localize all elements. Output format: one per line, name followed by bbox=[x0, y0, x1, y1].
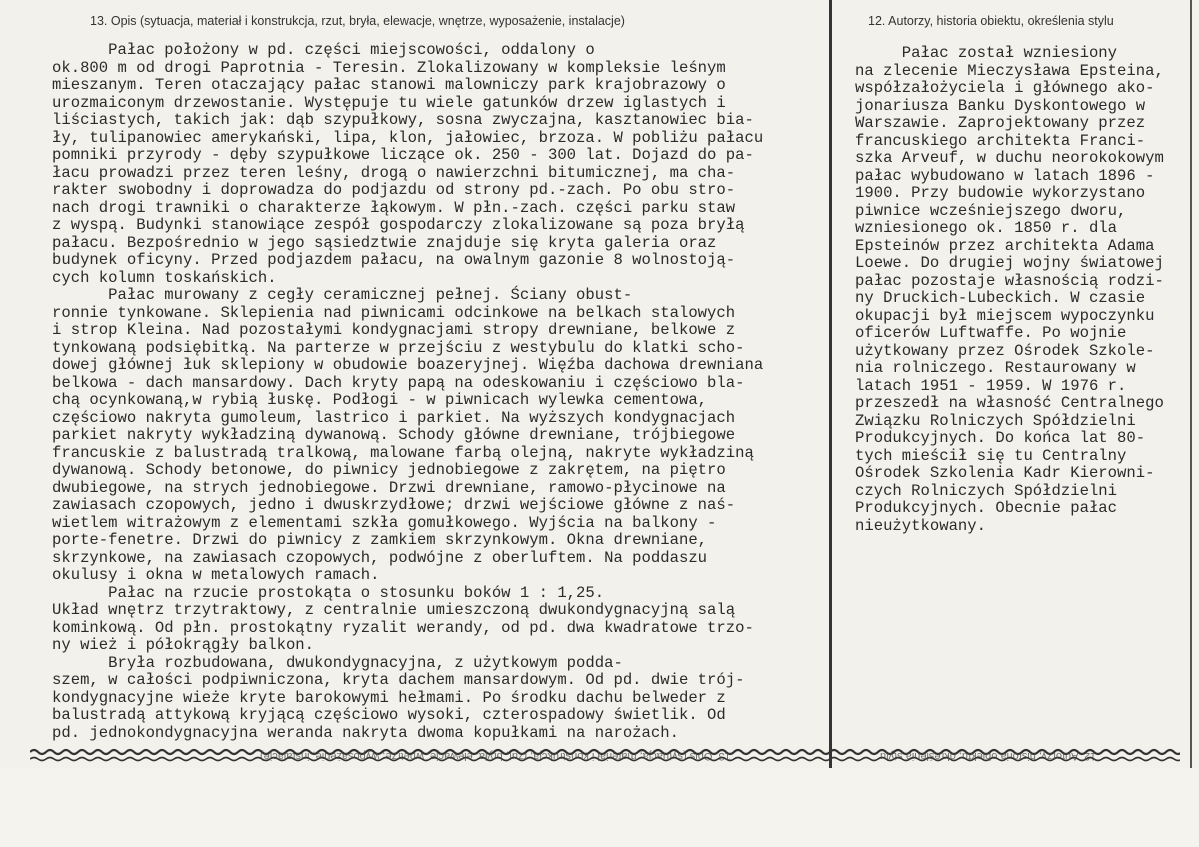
text-line: ny wież i półokrągły balkon. bbox=[52, 636, 315, 654]
history-text bbox=[855, 45, 1197, 535]
mirrored-section-12-header: 12. Autorzy, historia obiektu, określenia stylu bbox=[880, 750, 1097, 762]
section-13-header: 13. Opis (sytuacja, materiał i konstrukcja, rzut, bryła, elewacje, wnętrze, wyposażenie, instalacje) bbox=[90, 14, 625, 28]
text-line: skrzynkowe, na zawiasach czopowych, podwójne z oberluftem. Na poddaszu bbox=[52, 548, 708, 567]
text-line: szka Arveuf, w duchu neorokokowym bbox=[855, 149, 1164, 167]
text-line: pałacu. Bezpośrednio w jego sąsiedztwie znajduje się kryta galeria oraz bbox=[52, 233, 717, 252]
text-line: urozmaiconym drzewostanie. Występuje tu wiele gatunków drzew iglastych i bbox=[52, 93, 726, 112]
text-line: Loewe. Do drugiej wojny światowej bbox=[855, 254, 1164, 272]
text-line: cych kolumn toskańskich. bbox=[52, 268, 277, 287]
text-line: na zlecenie Mieczysława Epsteina, bbox=[855, 61, 1164, 80]
text-line: ronnie tynkowane. Sklepienia nad piwnicami odcinkowe na belkach stalowych bbox=[52, 303, 736, 322]
text-line: kondygnacyjne wieże kryte barokowymi hełmami. Po środku dachu belweder z bbox=[52, 688, 726, 707]
text-line: dowej głównej łuk sklepiony w obudowie boazeryjnej. Więźba dachowa drewniana bbox=[52, 356, 764, 374]
text-line: czych Rolniczych Spółdzielni bbox=[855, 481, 1118, 500]
text-line: oficerów Luftwaffe. Po wojnie bbox=[855, 324, 1127, 342]
text-line: Pałac murowany z cegły ceramicznej pełnej. Ściany obust- bbox=[52, 286, 633, 304]
text-line: parkiet nakryty wykładziną dywanową. Schody główne drewniane, trójbiegowe bbox=[52, 426, 736, 444]
text-line: liściastych, takich jak: dąb szypułkowy, sosna zwyczajna, kasztanowiec bia- bbox=[52, 111, 754, 129]
text-line: Pałac na rzucie prostokąta o stosunku boków 1 : 1,25. bbox=[52, 583, 605, 602]
text-line: Bryła rozbudowana, dwukondygnacyjna, z użytkowym podda- bbox=[52, 653, 623, 672]
text-line: zawiasach czopowych, jedno i dwuskrzydłowe; drzwi wejściowe główne z naś- bbox=[52, 496, 736, 514]
text-line: tych mieścił się tu Centralny bbox=[855, 446, 1127, 465]
text-line: francuskiego architekta Franci- bbox=[855, 131, 1146, 150]
text-line: dywanową. Schody betonowe, do piwnicy jednobiegowe z zakrętem, na piętro bbox=[52, 461, 726, 479]
text-line: 1900. Przy budowie wykorzystano bbox=[855, 184, 1146, 202]
text-line: szem, w całości podpiwniczona, kryta dachem mansardowym. Od pd. dwie trój- bbox=[52, 671, 745, 689]
text-line: Związku Rolniczych Spółdzielni bbox=[855, 411, 1136, 430]
text-line: nach drogi trawniki o charakterze łąkowym. W płn.-zach. części parku staw bbox=[52, 198, 736, 217]
text-line: i strop Kleina. Nad pozostałymi kondygnacjami stropy drewniane, belkowe z bbox=[52, 321, 736, 339]
text-line: jonariusza Banku Dyskontowego w bbox=[855, 96, 1146, 115]
text-line: częściowo nakryta gumoleum, lastrico i parkiet. Na wyższych kondygnacjach bbox=[52, 408, 736, 427]
text-line: ok.800 m od drogi Paprotnia - Teresin. Zlokalizowany w kompleksie leśnym bbox=[52, 58, 726, 77]
text-line: budynek oficyny. Przed podjazdem pałacu, na owalnym gazonie 8 wolnostoją- bbox=[52, 251, 736, 269]
text-line: mieszanym. Teren otaczający pałac stanowi malowniczy park krajobrazowy o bbox=[52, 76, 726, 94]
text-line: francuskie z balustradą tralkową, malowane farbą olejną, nakryte wykładziną bbox=[52, 443, 754, 462]
text-line: Warszawie. Zaprojektowany przez bbox=[855, 114, 1146, 132]
text-line: Produkcyjnych. Obecnie pałac bbox=[855, 499, 1118, 517]
text-line: nieużytkowany. bbox=[855, 516, 987, 535]
text-line: belkowa - dach mansardowy. Dach kryty papą na odeskowaniu i częściowo bla- bbox=[52, 373, 745, 392]
text-line: pałac wybudowano w latach 1896 - bbox=[855, 166, 1155, 185]
text-line: pd. jednokondygnacyjna weranda nakryta dwoma kopułkami na narożach. bbox=[52, 723, 679, 742]
text-line: Pałac położony w pd. części miejscowości, oddalony o bbox=[52, 41, 595, 59]
text-line: balustradą attykową kryjącą częściowo wysoki, czterospadowy świetlik. Od bbox=[52, 706, 726, 724]
section-12-header: 12. Autorzy, historia obiektu, określenia stylu bbox=[868, 14, 1114, 28]
text-line: użytkowany przez Ośrodek Szkole- bbox=[855, 341, 1155, 360]
text-line: pałac pozostaje własnością rodzi- bbox=[855, 271, 1164, 290]
text-line: z wyspą. Budynki stanowiące zespół gospodarczy zlokalizowane są poza bryłą bbox=[52, 216, 745, 234]
text-line: rakter swobodny i doprowadza do podjazdu od strony pd.-zach. Po obu stro- bbox=[52, 181, 736, 199]
text-line: kominkową. Od płn. prostokątny ryzalit werandy, od pd. dwa kwadratowe trzo- bbox=[52, 618, 754, 637]
text-line: okulusy i okna w metalowych ramach. bbox=[52, 566, 380, 584]
bottom-strip bbox=[0, 768, 1199, 847]
text-line: Ośrodek Szkolenia Kadr Kierowni- bbox=[855, 464, 1155, 482]
text-line: tynkowaną podsiębitką. Na parterze w przejściu z westybulu do klatki scho- bbox=[52, 338, 745, 357]
mirrored-section-13-header: 13. Opis (sytuacja, materiał i konstrukcja, rzut, bryła, elewacje, wnętrze, wyposażenie, instalacje) bbox=[260, 750, 731, 762]
text-line: piwnice wcześniejszego dworu, bbox=[855, 201, 1127, 220]
text-line: porte-fenetre. Drzwi do piwnicy z zamkiem skrzynkowym. Okna drewniane, bbox=[52, 531, 708, 549]
text-line: ny Druckich-Lubeckich. W czasie bbox=[855, 289, 1146, 307]
text-line: Produkcyjnych. Do końca lat 80- bbox=[855, 429, 1146, 447]
description-text bbox=[52, 42, 827, 742]
text-line: współzałożyciela i głównego ako- bbox=[855, 79, 1155, 97]
text-line: przeszedł na własność Centralnego bbox=[855, 394, 1164, 412]
text-line: okupacji był miejscem wypoczynku bbox=[855, 306, 1155, 325]
text-line: wietlem witrażowym z elementami szkła gomułkowego. Wyjścia na balkony - bbox=[52, 513, 717, 532]
text-line: Układ wnętrz trzytraktowy, z centralnie umieszczoną dwukondygnacyjną salą bbox=[52, 601, 736, 619]
text-line: wzniesionego ok. 1850 r. dla bbox=[855, 219, 1118, 237]
text-line: łacu prowadzi przez teren leśny, drogą o nawierzchni bitumicznej, ma cha- bbox=[52, 163, 736, 182]
text-line: chą ocynkowaną,w rybią łuskę. Podłogi - w piwnicach wylewka cementowa, bbox=[52, 391, 708, 409]
text-line: Epsteinów przez architekta Adama bbox=[855, 236, 1155, 255]
text-line: dwubiegowe, na strych jednobiegowe. Drzwi drewniane, ramowo-płycinowe na bbox=[52, 478, 726, 497]
text-line: latach 1951 - 1959. W 1976 r. bbox=[855, 376, 1127, 395]
text-line: ły, tulipanowiec amerykański, lipa, klon, jałowiec, brzoza. W pobliżu pałacu bbox=[52, 128, 764, 147]
text-line: pomniki przyrody - dęby szypułkowe liczące ok. 250 - 300 lat. Dojazd do pa- bbox=[52, 146, 754, 164]
column-divider bbox=[829, 0, 832, 768]
text-line: Pałac został wzniesiony bbox=[855, 44, 1118, 62]
text-line: nia rolniczego. Restaurowany w bbox=[855, 359, 1136, 377]
